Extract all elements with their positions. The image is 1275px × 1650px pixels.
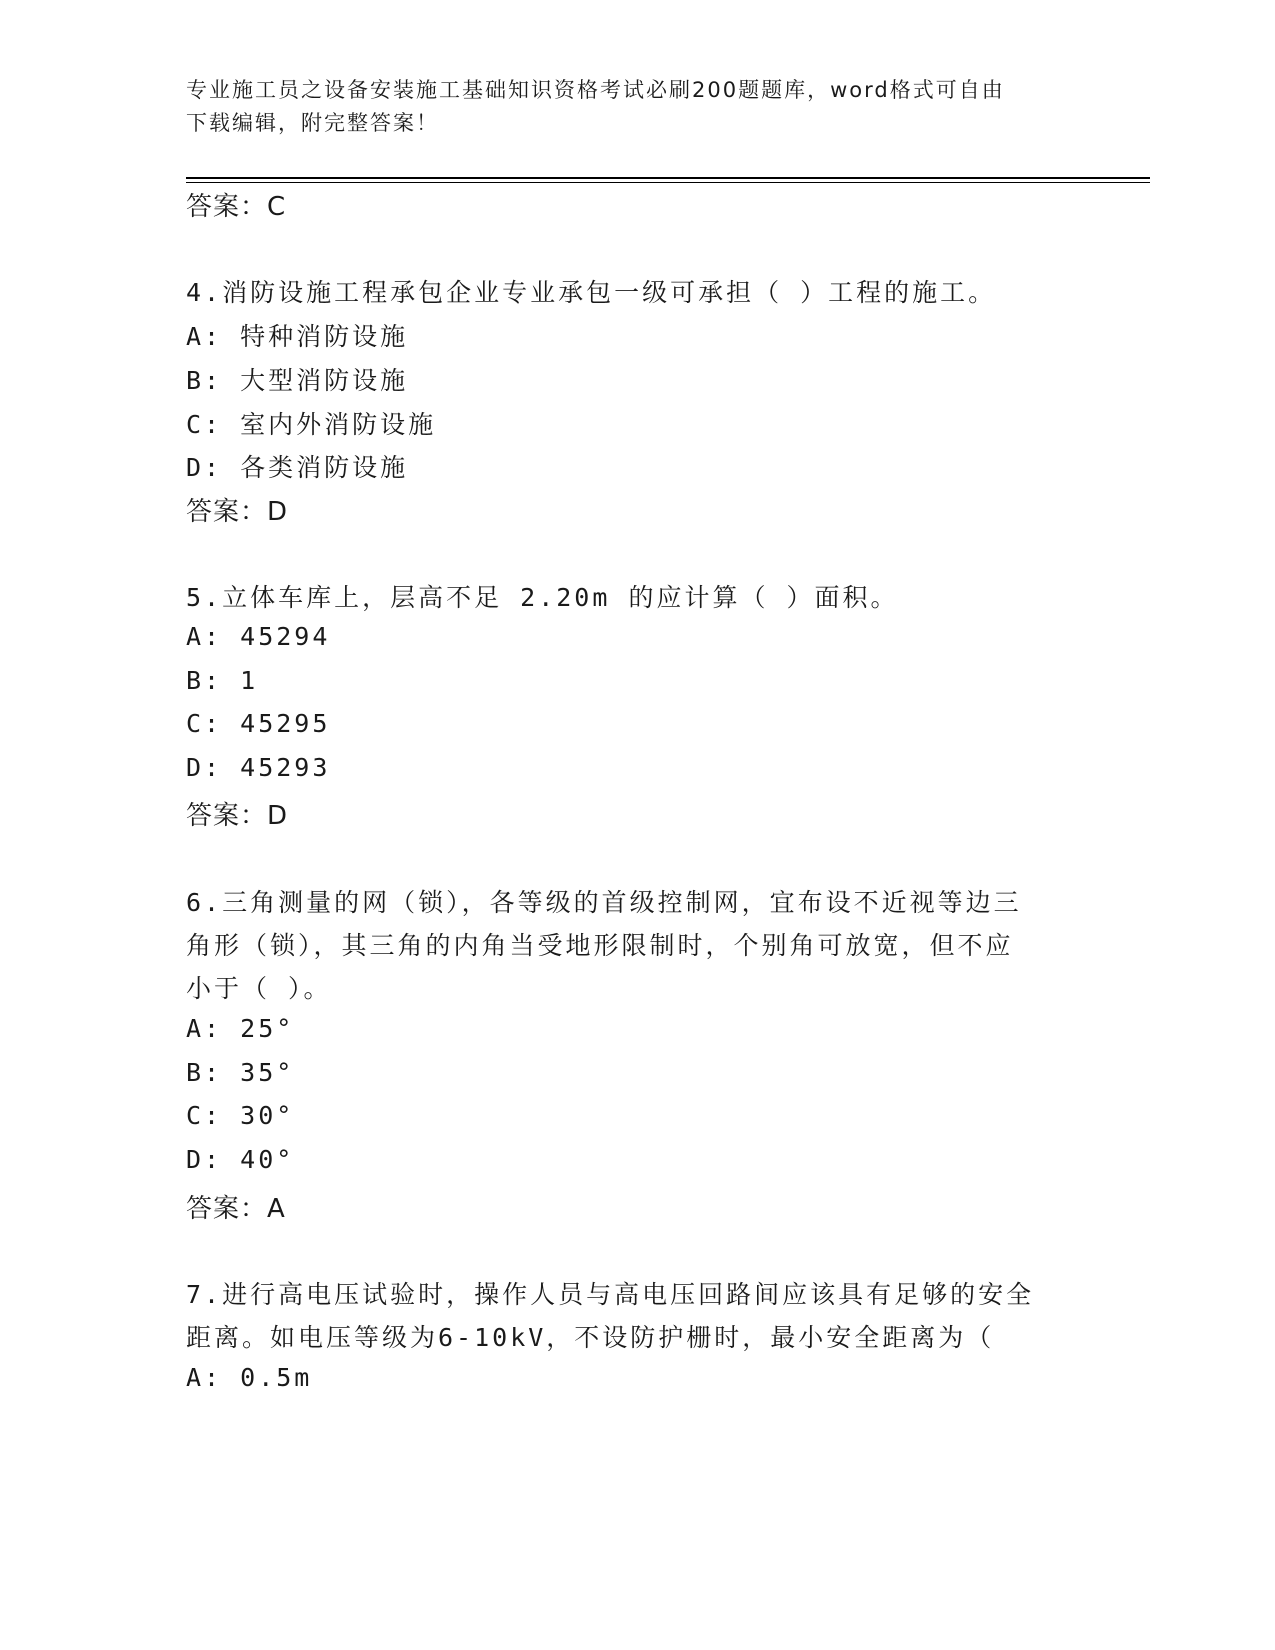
question-7-option-a: A: 0.5m — [186, 1363, 313, 1392]
question-5-option-b: B: 1 — [186, 666, 259, 695]
question-4-option-a: A: 特种消防设施 — [186, 322, 409, 351]
question-5-option-c: C: 45295 — [186, 709, 331, 738]
question-5-option-a: A: 45294 — [186, 622, 331, 651]
question-4-text: 4.消防设施工程承包企业专业承包一级可承担（ ）工程的施工。 — [186, 278, 997, 307]
header-divider-thick — [186, 177, 1150, 179]
question-6-text-line-3: 小于（ ）。 — [186, 974, 332, 1003]
question-7-text-line-2: 距离。如电压等级为6-10kV，不设防护栅时，最小安全距离为（ — [186, 1323, 995, 1352]
question-6-text-line-1: 6.三角测量的网（锁），各等级的首级控制网，宜布设不近视等边三 — [186, 888, 1022, 917]
question-6-option-a: A: 25° — [186, 1014, 295, 1043]
header-line-2: 下载编辑，附完整答案！ — [186, 111, 439, 135]
question-4-option-c: C: 室内外消防设施 — [186, 410, 437, 439]
question-7-text-line-1: 7.进行高电压试验时，操作人员与高电压回路间应该具有足够的安全 — [186, 1280, 1035, 1309]
question-4-answer: 答案：D — [186, 497, 289, 527]
question-5-text: 5.立体车库上，层高不足 2.20m 的应计算（ ）面积。 — [186, 583, 899, 612]
question-5-answer: 答案：D — [186, 801, 289, 831]
question-6-option-d: D: 40° — [186, 1145, 295, 1174]
question-6-option-b: B: 35° — [186, 1058, 295, 1087]
question-4-option-b: B: 大型消防设施 — [186, 366, 409, 395]
previous-answer: 答案：C — [186, 192, 287, 222]
question-4-option-d: D: 各类消防设施 — [186, 453, 409, 482]
question-6-option-c: C: 30° — [186, 1101, 295, 1130]
question-6-text-line-2: 角形（锁），其三角的内角当受地形限制时，个别角可放宽，但不应 — [186, 931, 1014, 960]
document-header — [186, 74, 1066, 140]
question-5-option-d: D: 45293 — [186, 753, 331, 782]
question-6-answer: 答案：A — [186, 1194, 286, 1224]
header-divider-thin — [186, 182, 1150, 183]
header-line-1: 专业施工员之设备安装施工基础知识资格考试必刷200题题库，word格式可自由 — [186, 78, 1005, 102]
